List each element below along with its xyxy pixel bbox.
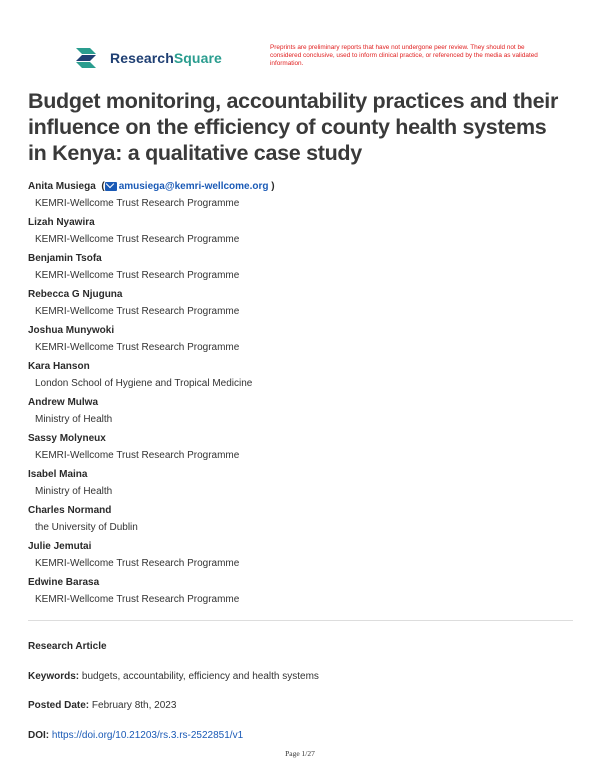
author-entry <box>28 289 568 325</box>
posted-date-value: February 8th, 2023 <box>91 700 177 711</box>
doi-link[interactable]: https://doi.org/10.21203/rs.3.rs-2522851/v1 <box>51 730 244 741</box>
preprint-notice: Preprints are preliminary reports that have not undergone peer review. They should not be considered conclusive, used to inform clinical practice, or referenced by the media as validated information. <box>270 44 538 67</box>
author-name: Isabel Maina <box>28 469 88 480</box>
author-name: Joshua Munywoki <box>28 325 115 336</box>
author-name: Sassy Molyneux <box>28 433 106 444</box>
author-affiliation: KEMRI-Wellcome Trust Research Programme <box>35 342 240 353</box>
posted-date-line <box>28 700 176 711</box>
author-affiliation: KEMRI-Wellcome Trust Research Programme <box>35 558 240 569</box>
author-name: Edwine Barasa <box>28 577 100 588</box>
author-entry <box>28 253 568 289</box>
author-name: Benjamin Tsofa <box>28 253 102 264</box>
research-square-logo-icon <box>74 46 104 70</box>
logo-research: Research <box>110 50 174 66</box>
author-entry <box>28 325 568 361</box>
author-affiliation: KEMRI-Wellcome Trust Research Programme <box>35 270 240 281</box>
keywords-value: budgets, accountability, efficiency and health systems <box>81 671 319 682</box>
author-entry <box>28 217 568 253</box>
author-email-link[interactable]: amusiega@kemri-wellcome.org <box>118 181 269 192</box>
doi-line <box>28 730 243 741</box>
author-affiliation: KEMRI-Wellcome Trust Research Programme <box>35 450 240 461</box>
author-entry <box>28 505 568 541</box>
author-entry <box>28 397 568 433</box>
author-affiliation: Ministry of Health <box>35 486 113 497</box>
section-divider <box>28 620 573 621</box>
article-type: Research Article <box>28 641 107 652</box>
doi-label: DOI: <box>28 730 50 741</box>
logo-wordmark <box>110 50 222 66</box>
author-name: Charles Normand <box>28 505 112 516</box>
author-entry <box>28 577 568 613</box>
author-affiliation: KEMRI-Wellcome Trust Research Programme <box>35 306 240 317</box>
keywords-line <box>28 671 319 682</box>
author-name: Anita Musiega <box>28 181 96 192</box>
author-affiliation: KEMRI-Wellcome Trust Research Programme <box>35 234 240 245</box>
author-name: Andrew Mulwa <box>28 397 99 408</box>
author-entry: Anita Musiega ( amusiega@kemri-wellcome.org ) KEMRI-Wellcome Trust Research Programme <box>28 181 568 217</box>
page-number: Page 1/27 <box>285 749 315 758</box>
author-entry <box>28 433 568 469</box>
author-affiliation: the University of Dublin <box>35 522 138 533</box>
research-square-logo[interactable] <box>74 46 222 70</box>
posted-date-label: Posted Date: <box>28 700 90 711</box>
keywords-label: Keywords: <box>28 671 80 682</box>
logo-square: Square <box>173 50 222 66</box>
author-name: Rebecca G Njuguna <box>28 289 123 300</box>
author-name: Kara Hanson <box>28 361 90 372</box>
author-list <box>28 181 568 613</box>
author-entry <box>28 469 568 505</box>
author-affiliation: London School of Hygiene and Tropical Medicine <box>35 378 253 389</box>
envelope-icon <box>105 182 117 191</box>
paper-title: Budget monitoring, accountability practices and their influence on the efficiency of county health systems in Kenya: a qualitative case study <box>28 89 559 165</box>
author-name: Julie Jemutai <box>28 541 92 552</box>
author-name: Lizah Nyawira <box>28 217 95 228</box>
author-affiliation: KEMRI-Wellcome Trust Research Programme <box>35 198 240 209</box>
author-entry <box>28 361 568 397</box>
author-affiliation: Ministry of Health <box>35 414 113 425</box>
author-affiliation: KEMRI-Wellcome Trust Research Programme <box>35 594 240 605</box>
author-entry <box>28 541 568 577</box>
